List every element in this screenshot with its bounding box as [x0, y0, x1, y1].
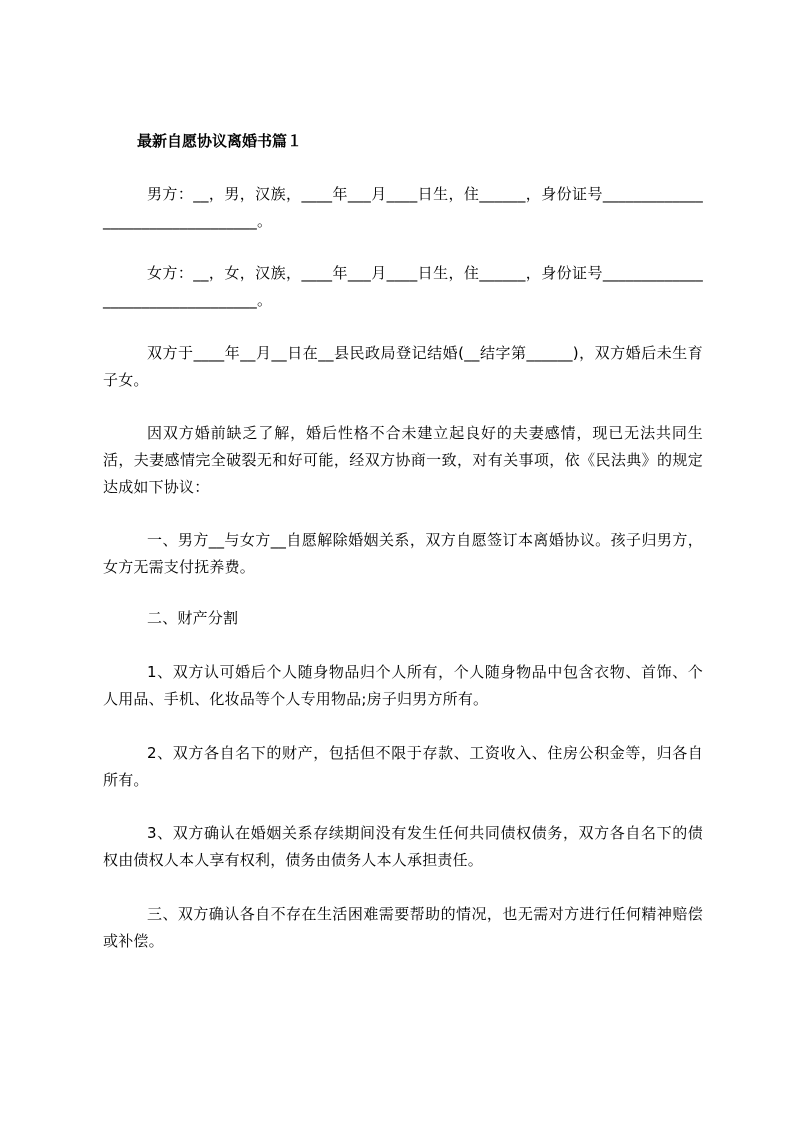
paragraph-property-item-2: 2、双方各自名下的财产，包括但不限于存款、工资收入、住房公积金等，归各自所有。: [103, 744, 703, 789]
document-title: 最新自愿协议离婚书篇１: [137, 132, 303, 150]
paragraph-male-info: 男方：__，男，汉族，____年___月____日生，住______，身份证号_________________________________。: [103, 185, 703, 230]
paragraph-property-item-1: 1、双方认可婚后个人随身物品归个人所有，个人随身物品中包含衣物、首饰、个人用品、手机、化妆品等个人专用物品;房子归男方所有。: [103, 663, 703, 708]
paragraph-female-info: 女方：__，女，汉族，____年___月____日生，住______，身份证号_________________________________。: [103, 264, 703, 309]
paragraph-clause-three: 三、双方确认各自不存在生活困难需要帮助的情况，也无需对方进行任何精神赔偿或补偿。: [103, 905, 703, 950]
paragraph-property-item-3: 3、双方确认在婚姻关系存续期间没有发生任何共同债权债务，双方各自名下的债权由债权人本人享有权利，债务由债务人本人承担责任。: [103, 824, 703, 869]
paragraph-marriage-registration: 双方于____年__月__日在__县民政局登记结婚(__结字第______)，双方婚后未生育子女。: [103, 344, 703, 389]
paragraph-clause-one: 一、男方__与女方__自愿解除婚姻关系，双方自愿签订本离婚协议。孩子归男方，女方无需支付抚养费。: [103, 531, 703, 576]
paragraph-clause-two-heading: 二、财产分割: [147, 609, 239, 627]
paragraph-reason: 因双方婚前缺乏了解，婚后性格不合未建立起良好的夫妻感情，现已无法共同生活，夫妻感情完全破裂无和好可能，经双方协商一致，对有关事项，依《民法典》的规定达成如下协议：: [103, 424, 703, 496]
